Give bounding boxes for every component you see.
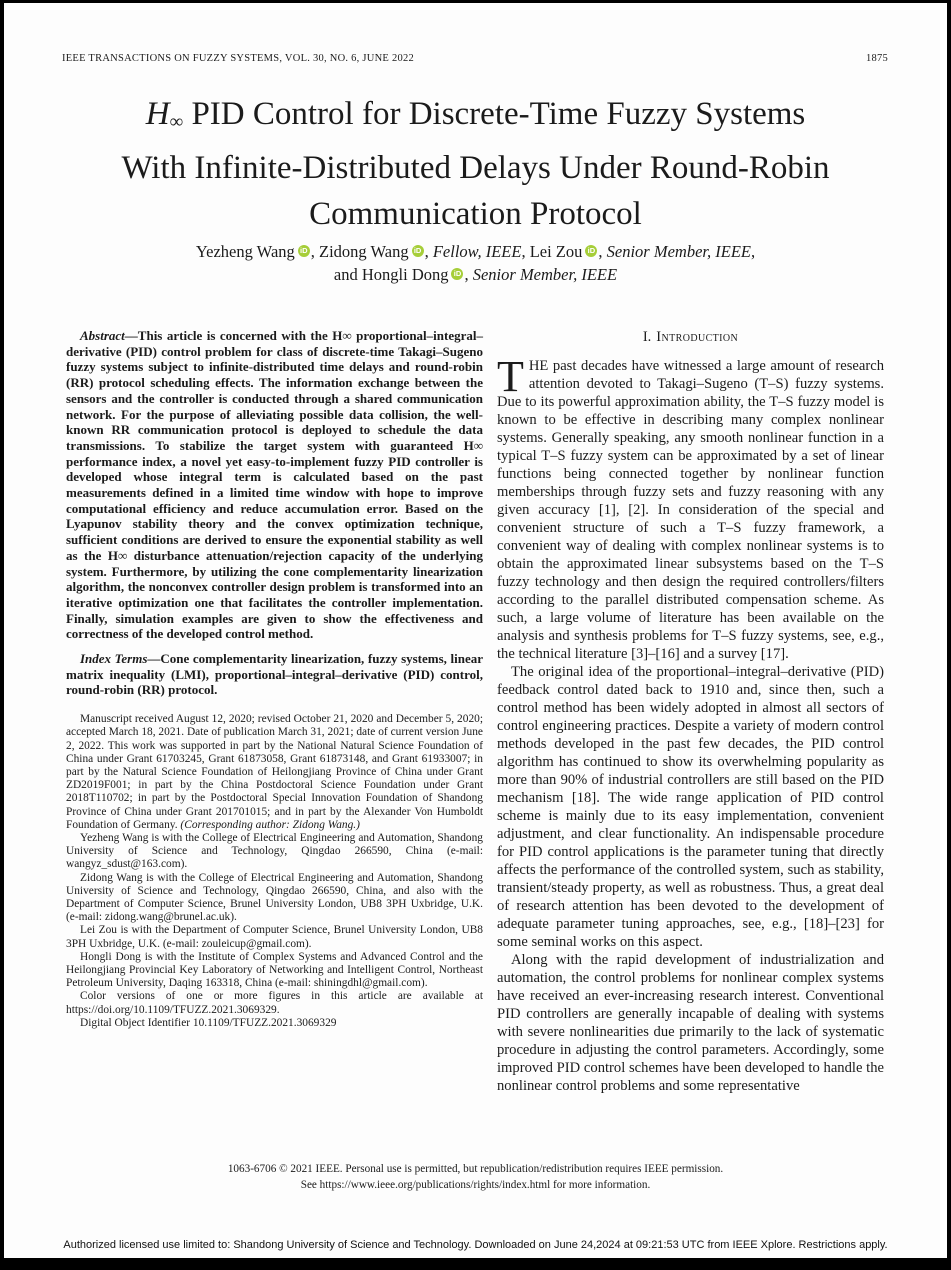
corresponding-author-note: (Corresponding author: Zidong Wang.) xyxy=(180,818,360,831)
orcid-icon: iD xyxy=(451,268,463,280)
section-heading-introduction xyxy=(497,329,884,346)
footnote-doi: Digital Object Identifier 10.1109/TFUZZ.2021.3069329 xyxy=(80,1016,337,1029)
two-column-body xyxy=(66,328,884,1095)
drop-cap: T xyxy=(497,352,524,401)
paper-title xyxy=(4,91,947,237)
orcid-icon: iD xyxy=(298,245,310,257)
paper-page xyxy=(4,3,947,1258)
math-infinity-symbol: ∞ xyxy=(169,111,184,133)
journal-name: IEEE TRANSACTIONS ON FUZZY SYSTEMS, VOL. 30, NO. 6, JUNE 2022 xyxy=(62,53,414,64)
author-name: Hongli Dong xyxy=(361,265,449,284)
author-name: Yezheng Wang xyxy=(195,242,295,261)
math-h-symbol: H xyxy=(145,96,170,132)
xplore-license-line: Authorized licensed use limited to: Shandong University of Science and Technology. Downloaded on June 24,2024 at 09:21:53 UTC from IEEE Xplore. Restrictions apply. xyxy=(63,1239,888,1251)
footnote-manuscript: Manuscript received August 12, 2020; revised October 21, 2020 and December 5, 2020; accepted March 18, 2021. Date of publication March 31, 2021; date of current version June 2, 2022. This work was supported in part by the National Natural Science Foundation of China under Grant 61703245, Grant 61873058, Grant 61873148, and Grant 61933007; in part by the Natural Science Foundation of Heilongjiang Province of China under Grant ZD2019F001; in part by the China Postdoctoral Science Foundation under Grant 2018T110702; in part by the Postdoctoral Special Innovation Foundation of Shandong Province of China under Grant 201701015; and in part by the Alexander Von Humboldt Foundation of Germany. (Corresponding author: Zidong Wang.) xyxy=(66,713,483,831)
orcid-icon: iD xyxy=(585,245,597,257)
abstract-text: This article is concerned with the H∞ proportional–integral–derivative (PID) control problem for class of discrete-time Takagi–Sugeno fuzzy systems subject to infinite-distributed time delays and round-robin (RR) protocol scheduling effects. The information exchange between the sensors and the controller is conducted through a shared communication network. For the purpose of alleviating possible data collision, the well-known RR communication protocol is deployed to schedule the data transmissions. To stabilize the target system with guaranteed H∞ performance index, a novel yet easy-to-implement fuzzy PID controller is developed whose integral term is calculated based on the past measurements defined in a limited time window with hope to improve computational efficiency and reduce accumulation error. Based on the Lyapunov stability theory and the convex optimization technique, sufficient conditions are derived to ensure the exponential stability as well as the H∞ disturbance attenuation/rejection capacity of the underlying system. Furthermore, by utilizing the cone complementarity linearization algorithm, the nonconvex controller design problem is transformed into an iterative optimization one that facilitates the controller implementation. Finally, simulation examples are given to show the effectiveness and correctness of the developed control method. xyxy=(66,328,483,642)
author-role: Senior Member, IEEE xyxy=(606,242,751,261)
intro-paragraph-3: Along with the rapid development of industrialization and automation, the control problems for nonlinear complex systems have received an ever-increasing research interest. Conventional PID controllers are generally incapable of dealing with systems with severe nonlinearities due primarily to the lack of systematic procedure in adjusting the control parameters. Accordingly, some improved PID control schemes have been developed to handle the nonlinear control problems and some representative xyxy=(497,952,884,1094)
footnote-affiliation: Yezheng Wang is with the College of Electrical Engineering and Automation, Shandong University of Science and Technology, Qingdao 266590, China (e-mail: wangyz_sdust@163.com). xyxy=(66,832,483,871)
author-line-1: Yezheng Wang iD , Zidong Wang iD , Fellow, IEEE, Lei Zou iD , Senior Member, IEEE, xyxy=(195,242,756,261)
author-role: Senior Member, IEEE xyxy=(472,265,618,284)
left-column xyxy=(66,328,483,1095)
author-name: Zidong Wang xyxy=(319,242,409,261)
abstract-label: Abstract xyxy=(80,328,125,343)
index-terms-label: Index Terms xyxy=(80,651,148,667)
index-terms-text: Cone complementarity linearization, fuzzy systems, linear matrix inequality (LMI), proportional–integral–derivative (PID) control, round-robin (RR) protocol. xyxy=(66,651,483,698)
author-name: Lei Zou xyxy=(529,242,583,261)
copyright-line-1: 1063-6706 © 2021 IEEE. Personal use is permitted, but republication/redistribution requires IEEE permission. xyxy=(227,1163,724,1175)
section-number: I. xyxy=(642,329,652,345)
first-page-footnotes xyxy=(66,713,483,1030)
section-title: Introduction xyxy=(656,329,739,345)
footnote-affiliation: Hongli Dong is with the Institute of Complex Systems and Advanced Control and the Heilongjiang Provincial Key Laboratory of Networking and Intelligent Control, Northeast Petroleum University, Daqing 163318, China (e-mail: shiningdhl@gmail.com). xyxy=(66,950,483,990)
intro-paragraph-2: The original idea of the proportional–integral–derivative (PID) feedback control dated back to 1910 and, since then, such a control method has been widely adopted in almost all sectors of control engineering practices. Despite a variety of modern control methods developed in the past few decades, the PID control algorithm has continued to show its overwhelming popularity as more than 90% of industrial controllers are still based on the PID mechanism [18]. The wide range application of PID control scheme is mainly due to its easy implementation, convenient adjustment, and clear functionality. An indispensable procedure for PID control applications is the parameter tuning that directly affects the performance of the controlled system, such as stability, transient/steady property, as well as robustness. Thus, a great deal of research attention has been devoted to the development of adequate parameter tuning approaches, see, e.g., [18]–[23] for some seminal works on this aspect. xyxy=(497,664,884,950)
title-line-3: Communication Protocol xyxy=(309,196,642,233)
title-line-1: $H_\infty$ PID Control for Discrete-Time Fuzzy Systems xyxy=(145,96,806,133)
author-line-2: and Hongli Dong iD , Senior Member, IEEE xyxy=(333,265,618,284)
orcid-icon: iD xyxy=(412,245,424,257)
right-column xyxy=(497,328,884,1095)
abstract: Abstract—This article is concerned with the H∞ proportional–integral–derivative (PID) control problem for class of discrete-time Takagi–Sugeno fuzzy systems subject to infinite-distributed time delays and round-robin (RR) protocol scheduling effects. The information exchange between the sensors and the controller is conducted through a shared communication network. For the purpose of alleviating possible data collision, the well-known RR communication protocol is deployed to schedule the data transmissions. To stabilize the target system with guaranteed H∞ performance index, a novel yet easy-to-implement fuzzy PID controller is developed whose integral term is calculated based on the past measurements defined in a limited time window with hope to improve computational efficiency and reduce accumulation error. Based on the Lyapunov stability theory and the convex optimization technique, sufficient conditions are derived to ensure the exponential stability as well as the H∞ disturbance attenuation/rejection capacity of the underlying system. Furthermore, by utilizing the cone complementarity linearization algorithm, the nonconvex controller design problem is transformed into an iterative optimization one that facilitates the controller implementation. Finally, simulation examples are given to show the effectiveness and correctness of the developed control method. xyxy=(66,328,483,642)
intro-paragraph-1: THE past decades have witnessed a large amount of research attention devoted to Takagi–Sugeno (T–S) fuzzy systems. Due to its powerful approximation ability, the T–S fuzzy model is known to be effective in describing many complex nonlinear systems. Generally speaking, any smooth nonlinear function in a typical T–S fuzzy system can be approximated by a set of linear functions being connected together by nonlinear function memberships through fuzzy sets and fuzzy reasoning with any given accuracy [1], [2]. In consideration of the special and convenient structure of such a T–S fuzzy framework, a convenient way of dealing with complex nonlinear systems is to obtain the approximated linear subsystems based on the T–S fuzzy technology and then design the required controllers/filters according to the parallel distributed compensation scheme. As such, a large volume of literature has been available on the analysis and synthesis problems for T–S fuzzy systems, see, e.g., the technical literature [3]–[16] and a survey [17]. xyxy=(497,352,884,662)
author-list xyxy=(4,240,947,286)
title-line-2: With Infinite-Distributed Delays Under Round-Robin xyxy=(121,150,830,187)
footnote-color-versions: Color versions of one or more figures in this article are available at https://doi.org/10.1109/TFUZZ.2021.3069329. xyxy=(66,990,483,1016)
author-role: Fellow, IEEE xyxy=(432,242,522,261)
index-terms: Index Terms—Cone complementarity linearization, fuzzy systems, linear matrix inequality (LMI), proportional–integral–derivative (PID) control, round-robin (RR) protocol. xyxy=(66,651,483,698)
page-number: 1875 xyxy=(866,53,888,64)
copyright-footer xyxy=(4,1161,947,1193)
footnote-affiliation: Zidong Wang is with the College of Electrical Engineering and Automation, Shandong University of Science and Technology, Qingdao 266590, China, and also with the Department of Computer Science, Brunel University London, UB8 3PH Uxbridge, U.K. (e-mail: zidong.wang@brunel.ac.uk). xyxy=(66,871,483,924)
running-header xyxy=(62,53,888,64)
footnote-affiliation: Lei Zou is with the Department of Computer Science, Brunel University London, UB8 3PH Uxbridge, U.K. (e-mail: zouleicup@gmail.com). xyxy=(66,924,483,950)
copyright-line-2: See https://www.ieee.org/publications/rights/index.html for more information. xyxy=(300,1179,651,1191)
